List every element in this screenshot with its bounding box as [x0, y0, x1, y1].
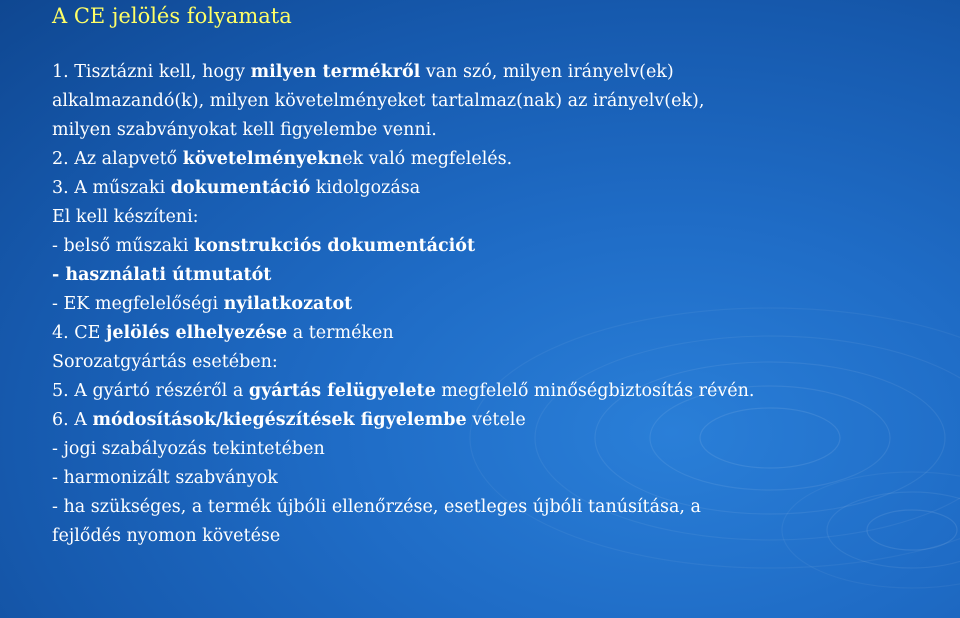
line-text: - jogi szabályozás tekintetében	[52, 439, 325, 459]
slide-title: A CE jelölés folyamata	[52, 4, 292, 28]
emphasized-text: - használati útmutatót	[52, 265, 272, 285]
line-text: - belső műszaki	[52, 236, 194, 256]
emphasized-text: nyilatkozatot	[223, 294, 353, 314]
text-line	[52, 261, 952, 290]
line-text: - harmonizált szabványok	[52, 468, 278, 488]
text-line	[52, 493, 952, 522]
text-line	[52, 290, 952, 319]
line-text: 6. A	[52, 410, 93, 430]
line-text: 1. Tisztázni kell, hogy	[52, 62, 251, 82]
text-line	[52, 203, 952, 232]
line-text: van szó, milyen irányelv(ek)	[420, 62, 674, 82]
line-text: - ha szükséges, a termék újbóli ellenőrzése, esetleges újbóli tanúsítása, a	[52, 497, 701, 517]
line-text: ek való megfelelés.	[342, 149, 513, 169]
emphasized-text: milyen termékről	[250, 62, 421, 82]
text-line	[52, 406, 952, 435]
emphasized-text: módosítások/kiegészítések figyelembe	[92, 410, 467, 430]
text-line	[52, 58, 952, 87]
line-text: Sorozatgyártás esetében:	[52, 352, 278, 372]
line-text: kidolgozása	[310, 178, 421, 198]
text-line	[52, 174, 952, 203]
emphasized-text: konstrukciós dokumentációt	[193, 236, 476, 256]
line-text: alkalmazandó(k), milyen követelményeket tartalmaz(nak) az irányelv(ek),	[52, 91, 705, 111]
line-text: 4. CE	[52, 323, 106, 343]
text-line	[52, 319, 952, 348]
text-line	[52, 522, 952, 551]
emphasized-text: követelményekn	[182, 149, 343, 169]
line-text: megfelelő minőségbiztosítás révén.	[435, 381, 755, 401]
line-text: 2. Az alapvető	[52, 149, 183, 169]
slide-body	[52, 58, 952, 551]
text-line	[52, 87, 952, 116]
text-line	[52, 145, 952, 174]
text-line	[52, 377, 952, 406]
line-text: milyen szabványokat kell figyelembe venni.	[52, 120, 437, 140]
line-text: 5. A gyártó részéről a	[52, 381, 249, 401]
line-text: - EK megfelelőségi	[52, 294, 224, 314]
line-text: vétele	[466, 410, 526, 430]
text-line	[52, 348, 952, 377]
line-text: 3. A műszaki	[52, 178, 171, 198]
text-line	[52, 435, 952, 464]
text-line	[52, 232, 952, 261]
emphasized-text: jelölés elhelyezése	[106, 323, 288, 343]
line-text: fejlődés nyomon követése	[52, 526, 281, 546]
text-line	[52, 464, 952, 493]
line-text: a terméken	[287, 323, 394, 343]
line-text: El kell készíteni:	[52, 207, 199, 227]
emphasized-text: dokumentáció	[170, 178, 311, 198]
text-line	[52, 116, 952, 145]
emphasized-text: gyártás felügyelete	[248, 381, 436, 401]
